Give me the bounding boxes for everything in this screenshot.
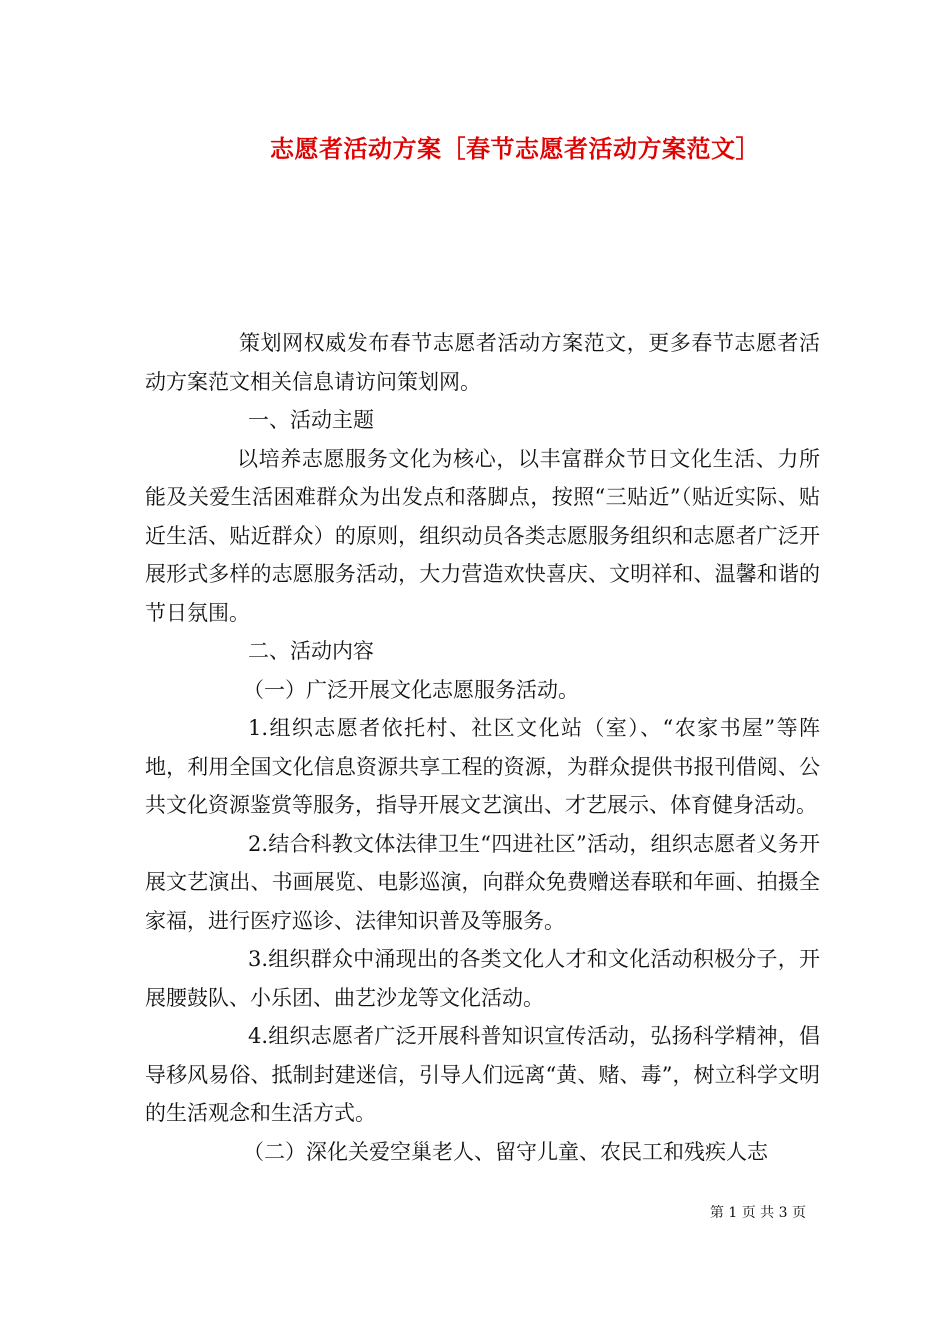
section-heading-content: 二、活动内容: [248, 639, 374, 663]
list-item-4: 4.组织志愿者广泛开展科普知识宣传活动，弘扬科学精神，倡导移风易俗、抵制封建迷信，引导人们远离“黄、赌、毒”，树立科学文明的生活观念和生活方式。: [145, 1024, 820, 1125]
list-item-2: 2.结合科教文体法律卫生“四进社区”活动，组织志愿者义务开展文艺演出、书画展览、电影巡演，向群众免费赠送春联和年画、拍摄全家福，进行医疗巡诊、法律知识普及等服务。: [145, 831, 820, 933]
theme-paragraph: 以培养志愿服务文化为核心，以丰富群众节日文化生活、力所能及关爱生活困难群众为出发点和落脚点，按照“三贴近”（贴近实际、贴近生活、贴近群众）的原则，组织动员各类志愿服务组织和志愿者广泛开展形式多样的志愿服务活动，大力营造欢快喜庆、文明祥和、温馨和谐的节日氛围。: [145, 446, 820, 625]
document-title: 志愿者活动方案［春节志愿者活动方案范文］: [270, 134, 760, 163]
list-item-3: 3.组织群众中涌现出的各类文化人才和文化活动积极分子，开展腰鼓队、小乐团、曲艺沙龙等文化活动。: [145, 947, 820, 1010]
list-item-1: 1.组织志愿者依托村、社区文化站（室）、“农家书屋”等阵地，利用全国文化信息资源共享工程的资源，为群众提供书报刊借阅、公共文化资源鉴赏等服务，指导开展文艺演出、才艺展示、体育健身活动。: [145, 716, 820, 817]
document-body: [145, 324, 820, 1171]
page-number-footer: 第 1 页 共 3 页: [709, 1205, 806, 1221]
subsection-heading-care: （二）深化关爱空巢老人、留守儿童、农民工和残疾人志: [243, 1139, 768, 1164]
section-heading-theme: 一、活动主题: [248, 408, 374, 432]
subsection-heading-culture: （一）广泛开展文化志愿服务活动。: [243, 677, 579, 702]
intro-paragraph: 策划网权威发布春节志愿者活动方案范文，更多春节志愿者活动方案范文相关信息请访问策划网。: [145, 331, 820, 394]
